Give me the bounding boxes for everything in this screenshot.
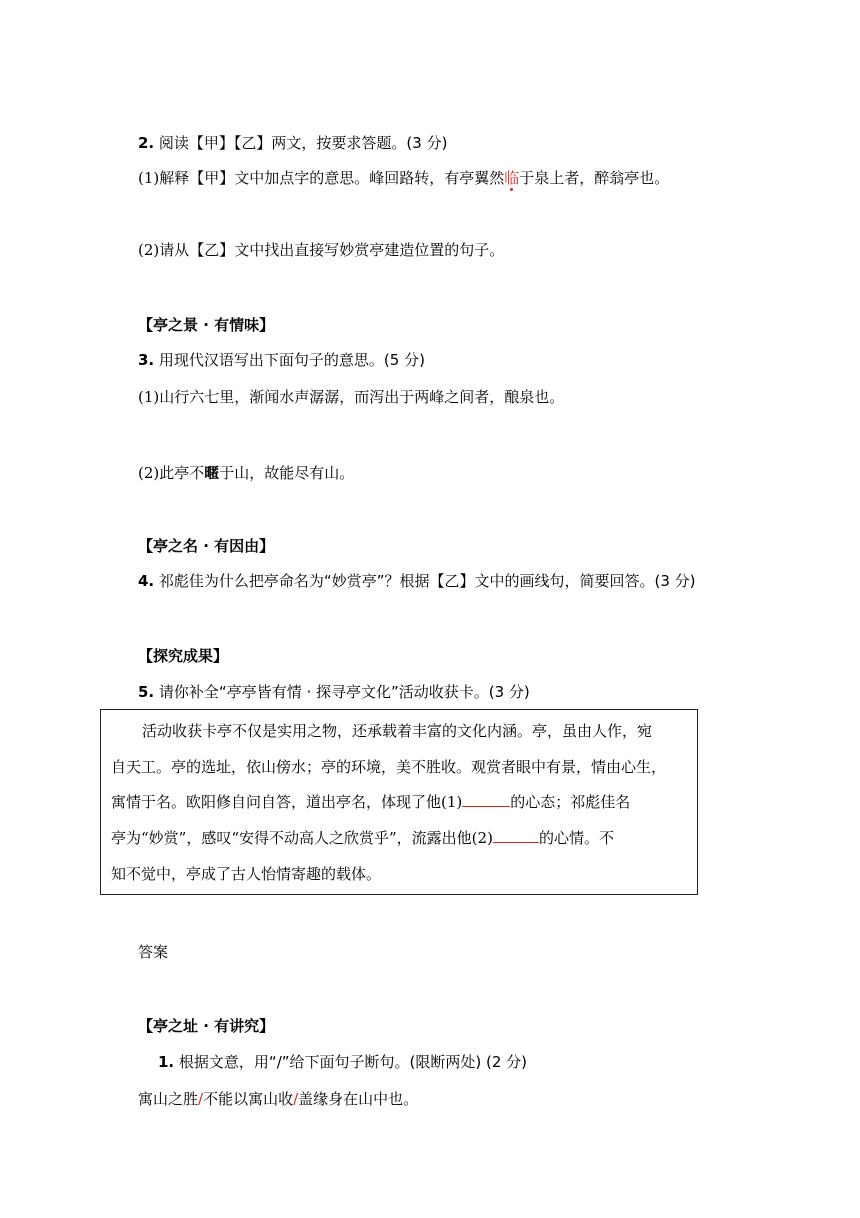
a1-separator-2: / — [293, 1090, 299, 1108]
harvest-card — [100, 709, 698, 895]
q4-text: 祁彪佳为什么把亭命名为“妙赏亭”？根据【乙】文中的画线句，简要回答。(3 分) — [158, 572, 696, 590]
card-line-3 — [111, 792, 630, 812]
answer-blank-1 — [462, 792, 510, 807]
q2-sub1-suffix: 于泉上者，醉翁亭也。 — [519, 169, 670, 187]
a1-seg-1: 寓山之胜 — [138, 1090, 199, 1108]
card-line-3-start: 寓情于名。欧阳修自问自答，道出亭名，体现了他(1) — [111, 793, 463, 811]
q2-text: 阅读【甲】【乙】两文，按要求答题。(3 分) — [158, 134, 448, 152]
answer-label: 答案 — [138, 943, 169, 961]
card-line-1: 活动收获卡亭不仅是实用之物，还承载着丰富的文化内涵。亭，虽由人作，宛 — [142, 722, 653, 740]
a1-heading — [158, 1052, 527, 1072]
q2-sub1-prefix: (1)解释【甲】文中加点字的意思。峰回路转，有亭翼然 — [138, 169, 505, 187]
q2-subquestion-1 — [138, 168, 669, 188]
card-line-4 — [111, 828, 614, 848]
card-line-4-end: 的心情。不 — [538, 829, 614, 847]
card-line-2: 自天工。亭的选址，依山傍水；亭的环境，美不胜收。观赏者眼中有景，情由心生， — [111, 758, 667, 776]
q4-number: 4. — [138, 572, 155, 590]
section-heading-result: 【探究成果】 — [138, 647, 229, 665]
q3-sub2-prefix: (2)此亭不 — [138, 464, 205, 482]
card-line-3-end: 的心态；祁彪佳名 — [510, 793, 631, 811]
q3-subquestion-1: (1)山行六七里，渐闻水声潺潺，而泻出于两峰之间者，酿泉也。 — [138, 388, 565, 406]
section-heading-site: 【亭之址 · 有讲究】 — [138, 1017, 275, 1035]
q2-heading — [138, 133, 447, 153]
card-line-4-start: 亭为“妙赏”，感叹“安得不动高人之欣赏乎”，流露出他(2) — [111, 829, 493, 847]
a1-seg-2: 不能以寓山收 — [203, 1090, 294, 1108]
q3-number: 3. — [138, 351, 155, 369]
q4-heading — [138, 571, 695, 591]
q2-sub1-marked-char: 临 — [504, 169, 520, 187]
a1-number: 1. — [158, 1053, 175, 1071]
a1-separator-1: / — [198, 1090, 204, 1108]
q3-sub2-marked-char: 暱 — [204, 464, 220, 482]
card-line-5: 知不觉中，亭成了古人怡情寄趣的载体。 — [111, 865, 382, 883]
a1-text: 根据文意，用“/”给下面句子断句。(限断两处) (2 分) — [178, 1053, 528, 1071]
q5-text: 请你补全“亭亭皆有情 · 探寻亭文化”活动收获卡。(3 分) — [158, 683, 530, 701]
section-heading-name: 【亭之名 · 有因由】 — [138, 537, 275, 555]
section-heading-scene: 【亭之景 · 有情味】 — [138, 316, 275, 334]
q3-sub2-suffix: 于山，故能尽有山。 — [219, 464, 355, 482]
q2-number: 2. — [138, 134, 155, 152]
answer-blank-2 — [493, 828, 539, 843]
a1-answer-sentence — [138, 1089, 418, 1109]
q5-number: 5. — [138, 683, 155, 701]
q2-subquestion-2: (2)请从【乙】文中找出直接写妙赏亭建造位置的句子。 — [138, 241, 505, 259]
q3-heading — [138, 350, 425, 370]
q5-heading — [138, 682, 530, 702]
a1-seg-3: 盖缘身在山中也。 — [298, 1090, 419, 1108]
q3-subquestion-2 — [138, 463, 354, 483]
q3-text: 用现代汉语写出下面句子的意思。(5 分) — [158, 351, 425, 369]
